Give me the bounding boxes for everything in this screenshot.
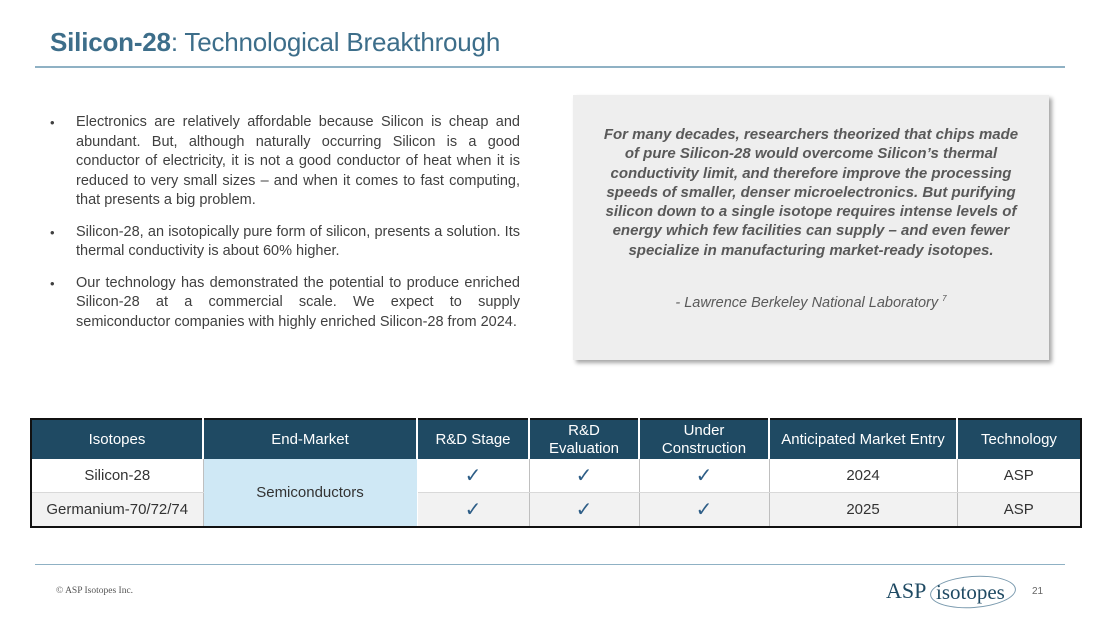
cell-rd-evaluation — [529, 493, 639, 528]
cell-technology: ASP — [957, 459, 1081, 493]
bullet-text: Electronics are relatively affordable because Silicon is cheap and abundant. But, although naturally occurring Silicon is a good conductor of electricity, it is not a good conductor of heat when it is reduced to very small sizes – and when it comes to fast computing, that presents a big problem. — [76, 114, 520, 208]
page-number: 21 — [1032, 586, 1044, 597]
asp-isotopes-logo — [884, 574, 1024, 612]
bullet-glyph: • — [50, 224, 55, 240]
bullet-item — [50, 113, 520, 211]
bullet-item — [50, 274, 520, 333]
bullet-glyph: • — [50, 115, 55, 130]
cell-market-entry: 2024 — [769, 459, 957, 493]
isotope-table — [30, 418, 1082, 528]
col-header-rd-stage: R&D Stage — [417, 419, 529, 459]
checkmark-icon: ✓ — [464, 465, 482, 487]
page-title-bold: Silicon-28 — [50, 27, 171, 57]
bullet-glyph: • — [50, 275, 55, 291]
quote-footnote: 7 — [942, 294, 947, 303]
bullet-item — [50, 223, 520, 262]
cell-rd-stage — [417, 459, 529, 493]
page-title — [50, 27, 500, 58]
cell-rd-evaluation — [529, 459, 639, 493]
checkmark-icon: ✓ — [575, 499, 593, 521]
checkmark-icon: ✓ — [695, 465, 713, 487]
quote-text: For many decades, researchers theorized that chips made of pure Silicon-28 would overcome Silicon’s thermal conductivity limit, and therefore improve the processing speeds of smaller, denser microelectronics. But purifying silicon down to a single isotope requires intense levels of energy which few facilities can supply – and even fewer specialize in manufacturing market-ready isotopes. — [603, 126, 1019, 259]
table-row — [31, 459, 1081, 493]
col-header-end-market: End-Market — [203, 419, 417, 459]
checkmark-icon: ✓ — [695, 499, 713, 521]
cell-isotope: Silicon-28 — [31, 459, 203, 493]
copyright-text: © ASP Isotopes Inc. — [56, 586, 134, 596]
quote-source-name: - Lawrence Berkeley National Laboratory — [675, 294, 939, 311]
checkmark-icon: ✓ — [575, 465, 593, 487]
cell-technology: ASP — [957, 493, 1081, 528]
footer-divider — [35, 564, 1065, 565]
cell-isotope: Germanium-70/72/74 — [31, 493, 203, 528]
col-header-rd-evaluation: R&D Evaluation — [529, 419, 639, 459]
table-row — [31, 493, 1081, 528]
cell-market-entry: 2025 — [769, 493, 957, 528]
bullet-list — [50, 113, 520, 344]
col-header-technology: Technology — [957, 419, 1081, 459]
quote-box — [573, 95, 1049, 360]
cell-under-construction — [639, 459, 769, 493]
page-title-rest: : Technological Breakthrough — [170, 27, 501, 57]
logo-asp-text: ASP — [886, 578, 927, 603]
cell-rd-stage — [417, 493, 529, 528]
col-header-isotopes: Isotopes — [31, 419, 203, 459]
checkmark-icon: ✓ — [464, 499, 482, 521]
title-divider — [35, 66, 1065, 68]
bullet-text: Our technology has demonstrated the potential to produce enriched Silicon-28 at a commercial scale. We expect to supply semiconductor companies with highly enriched Silicon-28 from 2024. — [76, 274, 520, 330]
bullet-text: Silicon-28, an isotopically pure form of silicon, presents a solution. Its thermal conductivity is about 60% higher. — [76, 223, 520, 259]
col-header-market-entry: Anticipated Market Entry — [769, 419, 957, 459]
logo-isotopes-text: isotopes — [936, 580, 1005, 604]
col-header-under-construction: Under Construction — [639, 419, 769, 459]
cell-under-construction — [639, 493, 769, 528]
cell-end-market: Semiconductors — [203, 459, 417, 527]
quote-source — [573, 294, 1049, 311]
table-header-row — [31, 419, 1081, 459]
